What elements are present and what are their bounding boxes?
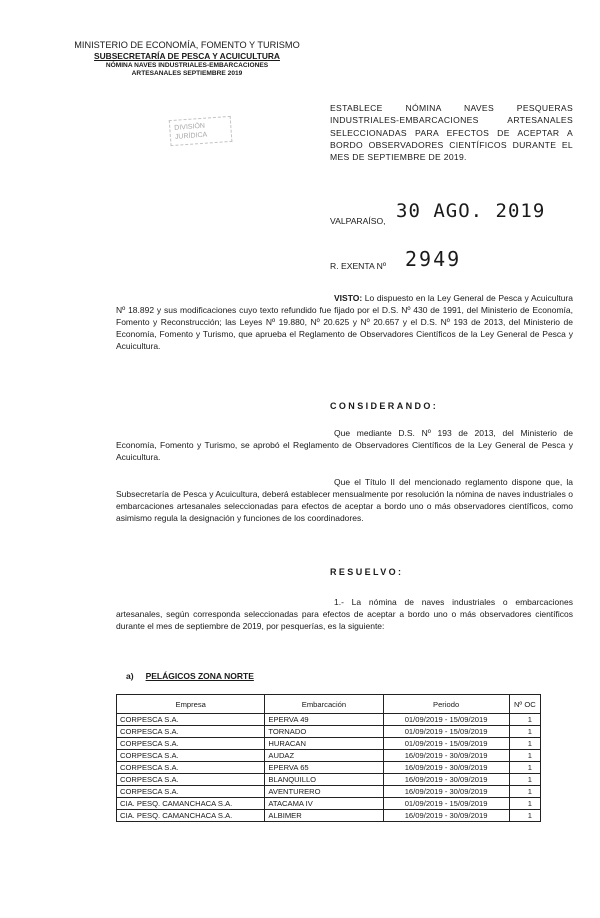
cell-periodo: 16/09/2019 - 30/09/2019	[383, 774, 509, 786]
cell-empresa: CORPESCA S.A.	[117, 726, 265, 738]
cell-periodo: 01/09/2019 - 15/09/2019	[383, 714, 509, 726]
cell-periodo: 16/09/2019 - 30/09/2019	[383, 810, 509, 822]
cell-empresa: CORPESCA S.A.	[117, 738, 265, 750]
table-row	[117, 726, 541, 738]
cell-periodo: 16/09/2019 - 30/09/2019	[383, 762, 509, 774]
section-heading	[126, 671, 254, 681]
cell-periodo: 01/09/2019 - 15/09/2019	[383, 738, 509, 750]
stamp-line-2: JURÍDICA	[174, 131, 208, 141]
cell-embarcacion: AVENTURERO	[265, 786, 383, 798]
header-line-4: ARTESANALES SEPTIEMBRE 2019	[131, 70, 243, 77]
cell-empresa: CORPESCA S.A.	[117, 750, 265, 762]
considerando-paragraph-1: Que mediante D.S. Nº 193 de 2013, del Ministerio de Economía, Fomento y Turismo, se aprobó el Reglamento de Observadores Científicos de la Ley General de Pesca y Acuicultura.	[116, 428, 573, 462]
cell-empresa: CIA. PESQ. CAMANCHACA S.A.	[117, 798, 265, 810]
resuelvo-paragraph-1: 1.- La nómina de naves industriales o embarcaciones artesanales, según corresponda seleccionadas para efectos de aceptar a bordo uno o más observadores científicos durante el mes de septiembre de 2019, por pesquerías, es la siguiente:	[116, 597, 573, 631]
cell-periodo: 01/09/2019 - 15/09/2019	[383, 798, 509, 810]
table-row	[117, 774, 541, 786]
cell-embarcacion: ALBIMER	[265, 810, 383, 822]
vessels-table	[116, 694, 541, 822]
cell-periodo: 16/09/2019 - 30/09/2019	[383, 750, 509, 762]
cell-embarcacion: AUDAZ	[265, 750, 383, 762]
letterhead	[72, 40, 302, 78]
cell-embarcacion: TORNADO	[265, 726, 383, 738]
section-title: PELÁGICOS ZONA NORTE	[145, 671, 254, 681]
table-row	[117, 798, 541, 810]
cell-embarcacion: EPERVA 65	[265, 762, 383, 774]
table-row	[117, 738, 541, 750]
cell-empresa: CIA. PESQ. CAMANCHACA S.A.	[117, 810, 265, 822]
stamp-line-1: DIVISIÓN	[174, 122, 206, 132]
table-row	[117, 714, 541, 726]
cell-embarcacion: BLANQUILLO	[265, 774, 383, 786]
cell-empresa: CORPESCA S.A.	[117, 762, 265, 774]
cell-num-oc: 1	[509, 750, 540, 762]
cell-embarcacion: HURACAN	[265, 738, 383, 750]
col-empresa: Empresa	[117, 695, 265, 714]
table-header-row	[117, 695, 541, 714]
cell-periodo: 16/09/2019 - 30/09/2019	[383, 786, 509, 798]
cell-num-oc: 1	[509, 738, 540, 750]
cell-num-oc: 1	[509, 774, 540, 786]
cell-empresa: CORPESCA S.A.	[117, 714, 265, 726]
resolution-summary: ESTABLECE NÓMINA NAVES PESQUERAS INDUSTRIALES-EMBARCACIONES ARTESANALES SELECCIONADAS PARA EFECTOS DE ACEPTAR A BORDO OBSERVADORES CIENTÍFICOS DURANTE EL MES DE SEPTIEMBRE DE 2019.	[330, 103, 573, 163]
header-line-3: NÓMINA NAVES INDUSTRIALES-EMBARCACIONES	[105, 62, 269, 69]
place-label: VALPARAÍSO,	[330, 216, 386, 226]
division-stamp	[169, 116, 233, 158]
table-row	[117, 750, 541, 762]
table-row	[117, 762, 541, 774]
resuelvo-heading: RESUELVO:	[330, 567, 404, 577]
visto-paragraph	[116, 292, 573, 352]
cell-empresa: CORPESCA S.A.	[117, 774, 265, 786]
cell-periodo: 01/09/2019 - 15/09/2019	[383, 726, 509, 738]
col-num-oc: Nº OC	[509, 695, 540, 714]
cell-num-oc: 1	[509, 714, 540, 726]
considerando-paragraph-2: Que el Título II del mencionado reglamento dispone que, la Subsecretaría de Pesca y Acuicultura, deberá establecer mensualmente por resolución la nómina de naves industriales o embarcaciones artesanales seleccionadas para efectos de aceptar a bordo uno o más observadores científicos, como asimismo regula la designación y funciones de los coordinadores.	[116, 477, 573, 523]
subsecretaria-name: SUBSECRETARÍA DE PESCA Y ACUICULTURA	[94, 51, 280, 61]
visto-text: Lo dispuesto en la Ley General de Pesca y Acuicultura Nº 18.892 y sus modificaciones cuyo texto refundido fue fijado por el D.S. Nº 430 de 1991, del Ministerio de Economía, Fomento y Reconstrucción; las Leyes Nº 19.880, Nº 20.625 y Nº 20.657 y el D.S. Nº 193 de 2013, del Ministerio de Economía, Fomento y Turismo, que aprueba el Reglamento de Observadores Científicos de la Ley General de Pesca y Acuicultura.	[116, 293, 573, 351]
considerando-heading: CONSIDERANDO:	[330, 401, 439, 411]
cell-num-oc: 1	[509, 762, 540, 774]
section-letter: a)	[126, 671, 134, 681]
cell-embarcacion: EPERVA 49	[265, 714, 383, 726]
visto-label: VISTO:	[334, 293, 363, 303]
cell-num-oc: 1	[509, 786, 540, 798]
cell-embarcacion: ATACAMA IV	[265, 798, 383, 810]
col-periodo: Periodo	[383, 695, 509, 714]
cell-num-oc: 1	[509, 810, 540, 822]
cell-num-oc: 1	[509, 726, 540, 738]
table-row	[117, 810, 541, 822]
ministry-name: MINISTERIO DE ECONOMÍA, FOMENTO Y TURISMO	[74, 40, 300, 50]
exenta-label: R. EXENTA Nº	[330, 261, 386, 271]
exenta-number: 2949	[405, 247, 462, 271]
col-embarcacion: Embarcación	[265, 695, 383, 714]
cell-empresa: CORPESCA S.A.	[117, 786, 265, 798]
resolution-date: 30 AGO. 2019	[396, 200, 546, 222]
table-row	[117, 786, 541, 798]
cell-num-oc: 1	[509, 798, 540, 810]
